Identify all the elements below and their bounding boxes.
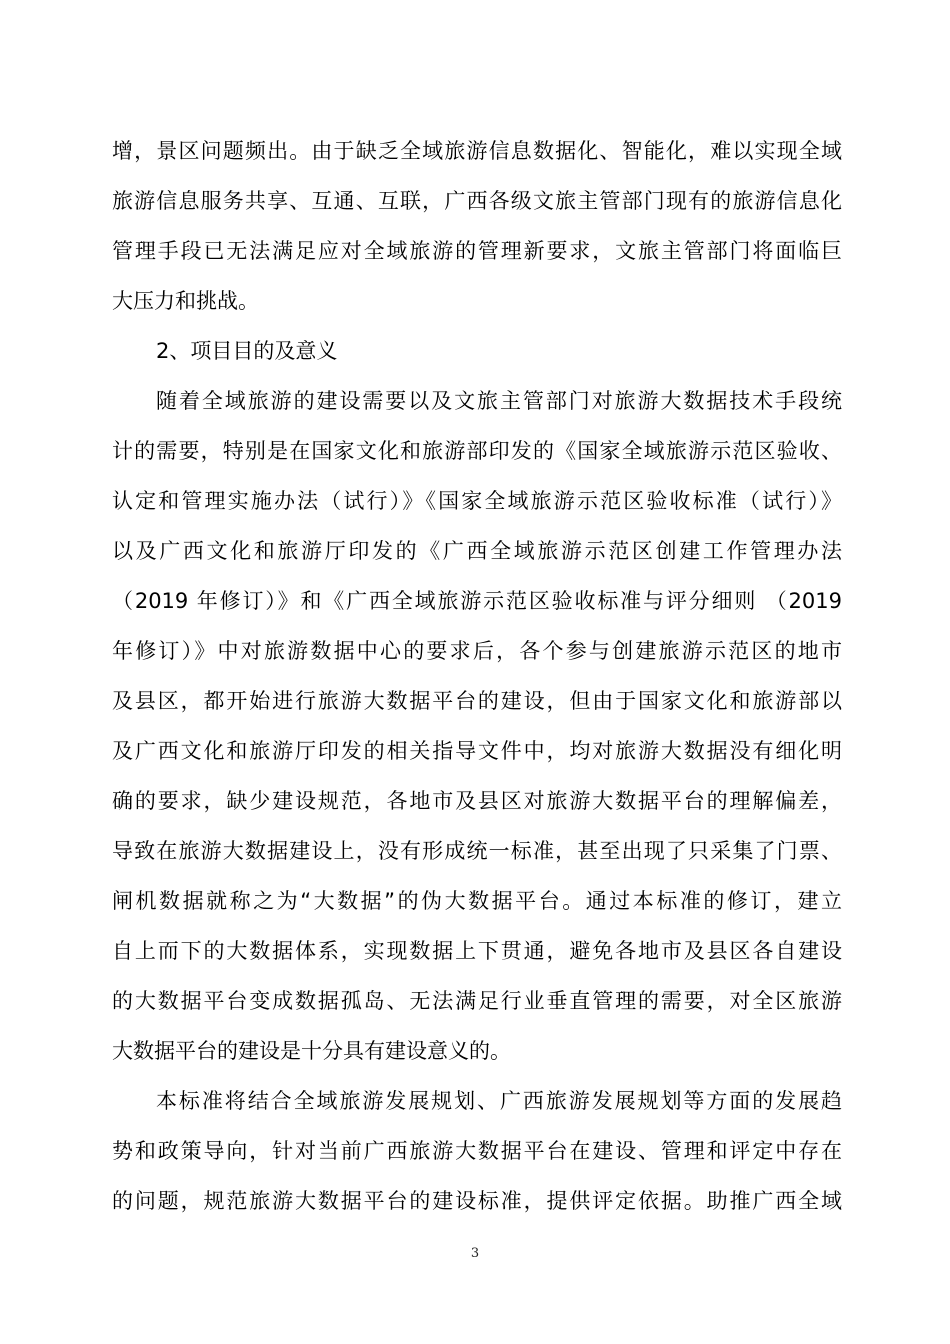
text-line: 认定和管理实施办法（试行）》《国家全域旅游示范区验收标准（试行）》 [112,489,842,513]
text-line: 大数据平台的建设是十分具有建设意义的。 [112,1039,511,1063]
text-line: 大压力和挑战。 [112,289,259,313]
text-line: 的大数据平台变成数据孤岛、无法满足行业垂直管理的需要，对全区旅游 [112,989,842,1013]
text-line: 的问题，规范旅游大数据平台的建设标准，提供评定依据。助推广西全域 [112,1189,842,1213]
text-line: 确的要求，缺少建设规范，各地市及县区对旅游大数据平台的理解偏差， [112,789,842,813]
text-line: 自上而下的大数据体系，实现数据上下贯通，避免各地市及县区各自建设 [112,939,842,963]
text-line: 随着全域旅游的建设需要以及文旅主管部门对旅游大数据技术手段统 [156,389,842,413]
text-line: 本标准将结合全域旅游发展规划、广西旅游发展规划等方面的发展趋 [156,1089,842,1113]
text-line: 导致在旅游大数据建设上，没有形成统一标准，甚至出现了只采集了门票、 [112,839,842,863]
page-number: 3 [470,1246,480,1261]
text-line: 及县区，都开始进行旅游大数据平台的建设，但由于国家文化和旅游部以 [112,689,842,713]
text-line: 闸机数据就称之为“大数据”的伪大数据平台。通过本标准的修订，建立 [112,889,842,913]
text-line: 势和政策导向，针对当前广西旅游大数据平台在建设、管理和评定中存在 [112,1139,842,1163]
text-line: 计的需要，特别是在国家文化和旅游部印发的《国家全域旅游示范区验收、 [112,439,842,463]
text-line: 增，景区问题频出。由于缺乏全域旅游信息数据化、智能化，难以实现全域 [112,139,842,163]
section-heading: 2、项目目的及意义 [156,339,338,363]
text-line: 及广西文化和旅游厅印发的相关指导文件中，均对旅游大数据没有细化明 [112,739,842,763]
text-line: 以及广西文化和旅游厅印发的《广西全域旅游示范区创建工作管理办法 [112,539,842,563]
text-line: 旅游信息服务共享、互通、互联，广西各级文旅主管部门现有的旅游信息化 [112,189,842,213]
text-line: （2019 年修订）》和《广西全域旅游示范区验收标准与评分细则 （2019 [112,589,842,613]
body-text [112,126,842,1226]
text-line: 管理手段已无法满足应对全域旅游的管理新要求，文旅主管部门将面临巨 [112,239,842,263]
text-line: 年修订）》中对旅游数据中心的要求后，各个参与创建旅游示范区的地市 [112,639,842,663]
